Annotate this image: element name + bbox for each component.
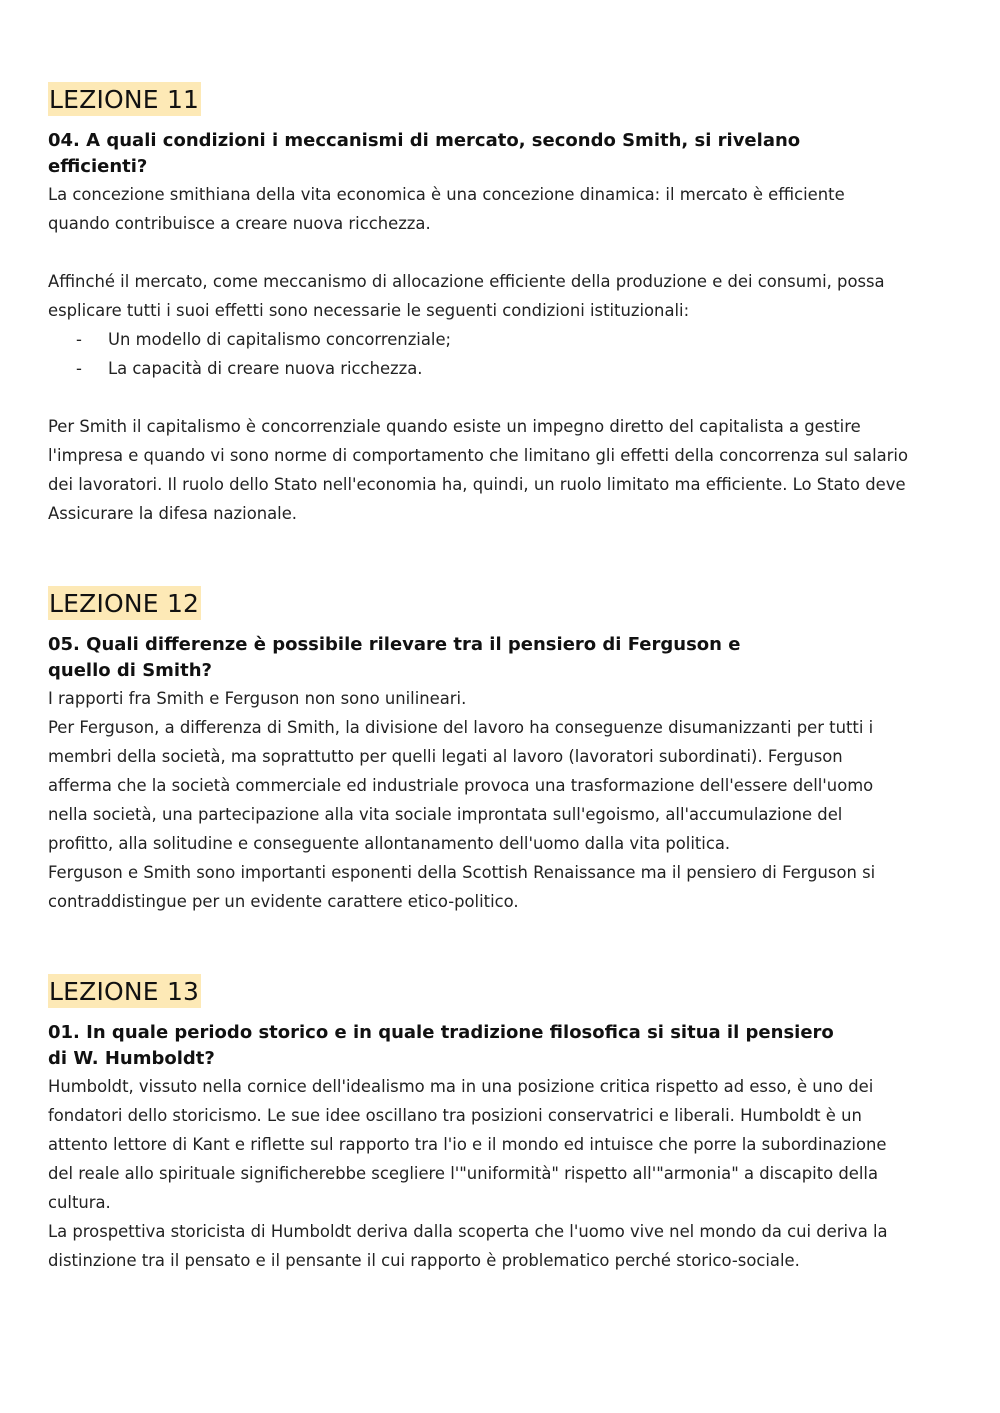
answer-paragraph: Humboldt, vissuto nella cornice dell'idealismo ma in una posizione critica rispetto ad esso, è uno dei fondatori dello storicismo. Le sue idee oscillano tra posizioni conservatrici e liberali. Humboldt è un attento lettore di Kant e riflette sul rapporto tra l'io e il mondo ed intuisce che porre la subordinazione del reale allo spirituale significherebbe scegliere l'"uniformità" rispetto all'"armonia" a discapito della cultura.: [48, 1077, 887, 1212]
lesson-heading: LEZIONE 13: [48, 974, 201, 1008]
question-heading: 04. A quali condizioni i meccanismi di mercato, secondo Smith, si rivelano efficienti?: [48, 130, 801, 177]
section-gap: [48, 528, 908, 586]
question-heading: 05. Quali differenze è possibile rilevare tra il pensiero di Ferguson e quello di Smith?: [48, 634, 741, 681]
lesson-heading: LEZIONE 11: [48, 82, 201, 116]
answer-paragraph: Affinché il mercato, come meccanismo di allocazione efficiente della produzione e dei consumi, possa esplicare tutti i suoi effetti sono necessarie le seguenti condizioni istituzionali:: [48, 272, 885, 320]
lesson-section-11: [48, 82, 908, 528]
section-gap: [48, 916, 908, 974]
list-item-text: La capacità di creare nuova ricchezza.: [108, 359, 423, 378]
list-item-text: Un modello di capitalismo concorrenziale;: [108, 330, 452, 349]
list-item: [48, 325, 908, 354]
conditions-list: [48, 325, 908, 383]
answer-paragraph: Per Smith il capitalismo è concorrenziale quando esiste un impegno diretto del capitalista a gestire l'impresa e quando vi sono norme di comportamento che limitano gli effetti della concorrenza sul salario dei lavoratori. Il ruolo dello Stato nell'economia ha, quindi, un ruolo limitato ma efficiente. Lo Stato deve Assicurare la difesa nazionale.: [48, 417, 908, 523]
lesson-heading: LEZIONE 12: [48, 586, 201, 620]
dash-bullet: -: [76, 330, 82, 349]
lesson-section-13: [48, 974, 908, 1275]
lesson-section-12: [48, 586, 908, 916]
question-heading: 01. In quale periodo storico e in quale tradizione filosofica si situa il pensiero di W. Humboldt?: [48, 1022, 834, 1069]
answer-paragraph: Per Ferguson, a differenza di Smith, la divisione del lavoro ha conseguenze disumanizzanti per tutti i membri della società, ma soprattutto per quelli legati al lavoro (lavoratori subordinati). Ferguson afferma che la società commerciale ed industriale provoca una trasformazione dell'essere dell'uomo nella società, una partecipazione alla vita sociale improntata sull'egoismo, all'accumulazione del profitto, alla solitudine e conseguente allontanamento dell'uomo dalla vita politica.: [48, 718, 874, 853]
answer-paragraph: La prospettiva storicista di Humboldt deriva dalla scoperta che l'uomo vive nel mondo da cui deriva la distinzione tra il pensato e il pensante il cui rapporto è problematico perché storico-sociale.: [48, 1222, 888, 1270]
dash-bullet: -: [76, 359, 82, 378]
list-item: [48, 354, 908, 383]
document-page: [48, 82, 908, 1275]
paragraph-gap: [48, 238, 908, 267]
paragraph-gap: [48, 383, 908, 412]
answer-paragraph: Ferguson e Smith sono importanti esponenti della Scottish Renaissance ma il pensiero di Ferguson si contraddistingue per un evidente carattere etico-politico.: [48, 863, 876, 911]
answer-paragraph: La concezione smithiana della vita economica è una concezione dinamica: il mercato è efficiente quando contribuisce a creare nuova ricchezza.: [48, 185, 845, 233]
answer-paragraph: I rapporti fra Smith e Ferguson non sono unilineari.: [48, 689, 467, 708]
